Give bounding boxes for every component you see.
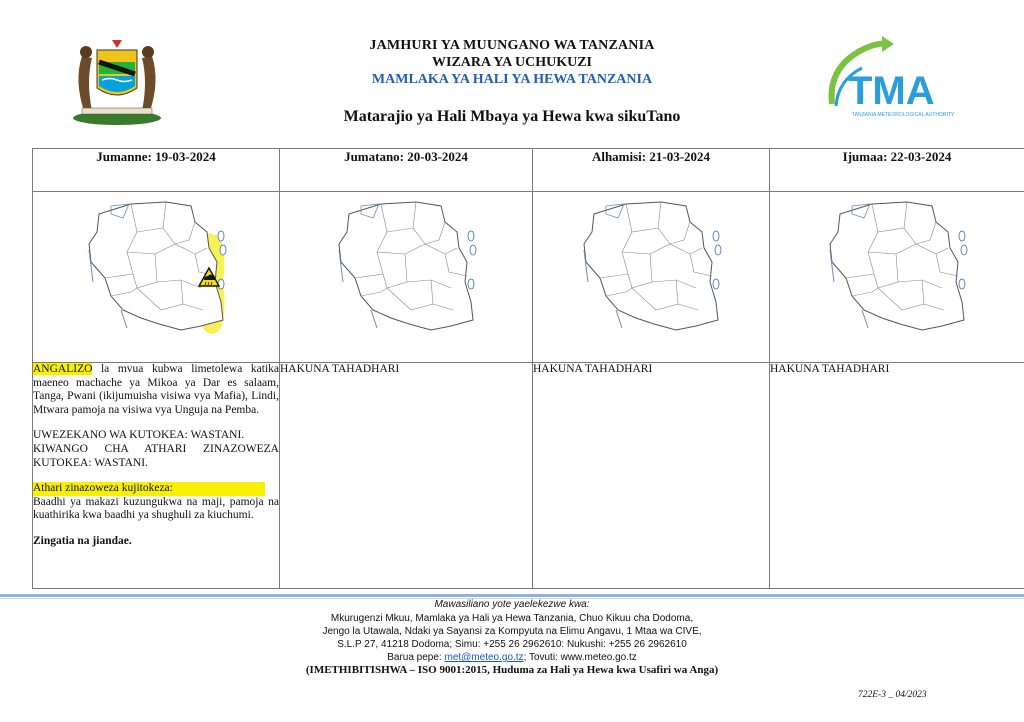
- tanzania-map-day-4[interactable]: [812, 192, 982, 342]
- island-icon: [468, 231, 474, 241]
- island-icon: [220, 245, 226, 255]
- day-header-3: Alhamisi: 21-03-2024: [533, 149, 770, 192]
- header-republic: JAMHURI YA MUUNGANO WA TANZANIA: [369, 38, 655, 53]
- island-icon: [959, 231, 965, 241]
- day-header-1: Jumanne: 19-03-2024: [33, 149, 280, 192]
- map-row: [33, 192, 1024, 363]
- island-icon: [468, 279, 474, 289]
- forecast-table: [32, 148, 1024, 589]
- footer-certification: (IMETHIBITISHWA – ISO 9001:2015, Huduma za Hali ya Hewa kwa Usafiri wa Anga): [305, 664, 719, 676]
- header-authority: MAMLAKA YA HALI YA HEWA TANZANIA: [371, 72, 653, 87]
- text-row: [33, 363, 1024, 589]
- email-link[interactable]: met@meteo.go.tz: [444, 652, 524, 663]
- impacts-body: Baadhi ya makazi kuzungukwa na maji, pamoja na kuathirika kwa baadhi ya shughuli za kiuchumi.: [33, 495, 279, 522]
- island-icon: [961, 245, 967, 255]
- footer-divider: [0, 594, 1024, 597]
- header-ministry: WIZARA YA UCHUKUZI: [432, 55, 592, 70]
- impact-level-text: KIWANGO CHA ATHARI ZINAZOWEZA KUTOKEA: WASTANI.: [33, 442, 279, 469]
- lake-nyasa: [371, 310, 377, 328]
- map-cell-3: [533, 192, 770, 363]
- footer-address-2: Jengo la Utawala, Ndaki ya Sayansi za Kompyuta na Elimu Angavu, 1 Mtaa wa CIVE,: [322, 626, 702, 637]
- island-icon: [218, 231, 224, 241]
- likelihood-text: UWEZEKANO WA KUTOKEA: WASTANI.: [33, 429, 245, 442]
- closing-text: Zingatia na jiandae.: [33, 534, 132, 547]
- tanzania-map-day-1[interactable]: [71, 192, 241, 342]
- angalizo-label: ANGALIZO: [33, 363, 93, 375]
- email-label: Barua pepe:: [387, 652, 445, 663]
- page-title: Matarajio ya Hali Mbaya ya Hewa kwa sikuTano: [343, 108, 681, 125]
- day-2-text: HAKUNA TAHADHARI: [280, 363, 533, 589]
- day-header-4: Ijumaa: 22-03-2024: [770, 149, 1024, 192]
- lake-nyasa: [121, 310, 127, 328]
- island-icon: [713, 279, 719, 289]
- island-icon: [715, 245, 721, 255]
- warning-paragraph: [33, 363, 279, 417]
- tanzania-map-day-3[interactable]: [566, 192, 736, 342]
- website-text: ; Tovuti: www.meteo.go.tz: [523, 652, 637, 663]
- impacts-heading: Athari zinazoweza kujitokeza:: [33, 482, 265, 496]
- map-cell-2: [280, 192, 533, 363]
- tma-logo-text: TMA: [848, 69, 935, 113]
- warning-body: la mvua kubwa limetolewa katika maeneo machache ya Mikoa ya Dar es salaam, Tanga, Pwani (ikijumuisha visiwa vya Mafia), Lindi, Mtwara pamoja na visiwa vya Unguja na Pemba.: [33, 363, 279, 416]
- day-1-text: [33, 363, 280, 589]
- day-header-2: Jumatano: 20-03-2024: [280, 149, 533, 192]
- lake-nyasa: [616, 310, 622, 328]
- island-icon: [218, 279, 224, 289]
- footer-address-3: S.L.P 27, 41218 Dodoma; Simu: +255 26 2962610: Nukushi: +255 26 2962610: [337, 639, 687, 650]
- island-icon: [959, 279, 965, 289]
- footer-intro: Mawasiliano yote yaelekezwe kwa:: [434, 599, 590, 610]
- day-4-text: HAKUNA TAHADHARI: [770, 363, 1024, 589]
- footer-contact: [0, 651, 1024, 664]
- map-cell-1: [33, 192, 280, 363]
- map-cell-4: [770, 192, 1024, 363]
- island-icon: [470, 245, 476, 255]
- tanzania-map-day-2[interactable]: [321, 192, 491, 342]
- tma-logo-subtext: TANZANIA METEOROLOGICAL AUTHORITY: [852, 112, 955, 118]
- lake-nyasa: [862, 310, 868, 328]
- document-code: 722E-3 _ 04/2023: [858, 690, 927, 700]
- day-3-text: HAKUNA TAHADHARI: [533, 363, 770, 589]
- day-header-row: [33, 149, 1024, 192]
- footer-address-1: Mkurugenzi Mkuu, Mamlaka ya Hali ya Hewa Tanzania, Chuo Kikuu cha Dodoma,: [330, 613, 694, 624]
- island-icon: [713, 231, 719, 241]
